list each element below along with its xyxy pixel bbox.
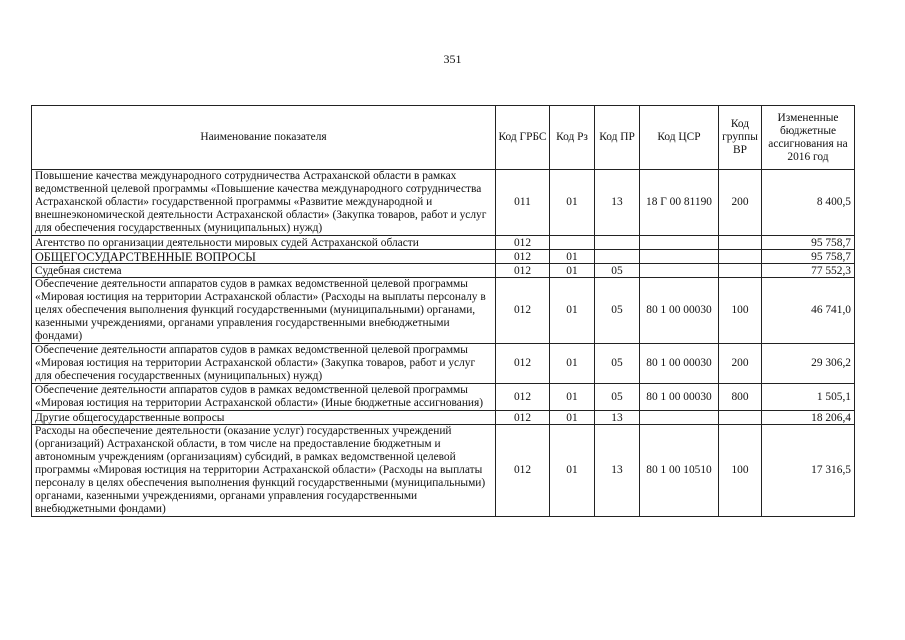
cell-rz: 01: [550, 384, 595, 411]
cell-name: Расходы на обеспечение деятельности (оказание услуг) государственных учреждений (организаций) Астраханской области, в том числе на предоставление бюджетным и автономным учреждениям (организациям) субсидий, в рамках ведомственной целевой программы «Мировая юстиция на территории Астраханской области» (Расходы на выплаты персоналу в целях обеспечения выполнения функций государственными (муниципальными) органами, казенными учреждениями, органами управления государственными внебюджетными фондами): [32, 425, 496, 517]
cell-rz: 01: [550, 278, 595, 344]
cell-vr: 200: [719, 344, 762, 384]
cell-name: Повышение качества международного сотрудничества Астраханской области в рамках ведомственной целевой программы «Повышение качества международного сотрудничества Астраханской области» государственной программы «Развитие международной и внешнеэкономической деятельности Астраханской области» (Закупка товаров, работ и услуг для обеспечения государственных (муниципальных) нужд): [32, 170, 496, 236]
page-number: 351: [443, 52, 462, 66]
table-row: [32, 278, 855, 344]
table-row: [32, 250, 855, 264]
cell-pr: 05: [595, 264, 640, 278]
header-pr: Код ПР: [595, 106, 640, 170]
cell-grbs: 012: [496, 411, 550, 425]
cell-rz: 01: [550, 411, 595, 425]
header-csr: Код ЦСР: [640, 106, 719, 170]
cell-amount: 95 758,7: [762, 250, 855, 264]
cell-grbs: 012: [496, 278, 550, 344]
cell-name: Агентство по организации деятельности мировых судей Астраханской области: [32, 236, 496, 250]
cell-amount: 8 400,5: [762, 170, 855, 236]
cell-amount: 46 741,0: [762, 278, 855, 344]
header-rz: Код Рз: [550, 106, 595, 170]
table-row: [32, 384, 855, 411]
cell-pr: 05: [595, 384, 640, 411]
cell-pr: 13: [595, 170, 640, 236]
table-row: [32, 170, 855, 236]
cell-grbs: 012: [496, 425, 550, 517]
cell-name: Обеспечение деятельности аппаратов судов в рамках ведомственной целевой программы «Мировая юстиция на территории Астраханской области» (Иные бюджетные ассигнования): [32, 384, 496, 411]
cell-grbs: 012: [496, 236, 550, 250]
cell-vr: 100: [719, 425, 762, 517]
cell-rz: 01: [550, 250, 595, 264]
cell-amount: 95 758,7: [762, 236, 855, 250]
budget-table: [31, 105, 855, 517]
cell-rz: 01: [550, 170, 595, 236]
cell-amount: 1 505,1: [762, 384, 855, 411]
cell-pr: [595, 250, 640, 264]
cell-pr: 13: [595, 411, 640, 425]
cell-pr: [595, 236, 640, 250]
cell-vr: [719, 411, 762, 425]
cell-pr: 05: [595, 344, 640, 384]
cell-pr: 05: [595, 278, 640, 344]
cell-amount: 77 552,3: [762, 264, 855, 278]
cell-csr: [640, 264, 719, 278]
cell-rz: 01: [550, 425, 595, 517]
cell-vr: 200: [719, 170, 762, 236]
cell-vr: 800: [719, 384, 762, 411]
cell-csr: 80 1 00 10510: [640, 425, 719, 517]
table-row: [32, 264, 855, 278]
cell-csr: 80 1 00 00030: [640, 278, 719, 344]
cell-name: ОБЩЕГОСУДАРСТВЕННЫЕ ВОПРОСЫ: [32, 250, 496, 264]
table-row: [32, 425, 855, 517]
cell-vr: [719, 250, 762, 264]
header-grbs: Код ГРБС: [496, 106, 550, 170]
cell-grbs: 012: [496, 250, 550, 264]
cell-csr: [640, 250, 719, 264]
cell-name: Другие общегосударственные вопросы: [32, 411, 496, 425]
cell-grbs: 012: [496, 344, 550, 384]
cell-grbs: 012: [496, 384, 550, 411]
cell-csr: 80 1 00 00030: [640, 384, 719, 411]
cell-rz: 01: [550, 344, 595, 384]
header-name: Наименование показателя: [32, 106, 496, 170]
cell-vr: [719, 264, 762, 278]
cell-grbs: 011: [496, 170, 550, 236]
cell-csr: [640, 236, 719, 250]
cell-rz: 01: [550, 264, 595, 278]
table-row: [32, 236, 855, 250]
cell-vr: 100: [719, 278, 762, 344]
cell-amount: 18 206,4: [762, 411, 855, 425]
cell-amount: 29 306,2: [762, 344, 855, 384]
cell-csr: 18 Г 00 81190: [640, 170, 719, 236]
table-row: [32, 344, 855, 384]
cell-csr: 80 1 00 00030: [640, 344, 719, 384]
cell-amount: 17 316,5: [762, 425, 855, 517]
header-vr: Код группы ВР: [719, 106, 762, 170]
cell-name: Обеспечение деятельности аппаратов судов в рамках ведомственной целевой программы «Мировая юстиция на территории Астраханской области» (Расходы на выплаты персоналу в целях обеспечения выполнения функций государственными (муниципальными) органами, казенными учреждениями, органами управления государственными внебюджетными фондами): [32, 278, 496, 344]
cell-vr: [719, 236, 762, 250]
header-amount: Измененные бюджетные ассигнования на 2016 год: [762, 106, 855, 170]
cell-name: Судебная система: [32, 264, 496, 278]
cell-name: Обеспечение деятельности аппаратов судов в рамках ведомственной целевой программы «Мировая юстиция на территории Астраханской области» (Закупка товаров, работ и услуг для обеспечения государственных (муниципальных) нужд): [32, 344, 496, 384]
table-row: [32, 411, 855, 425]
cell-csr: [640, 411, 719, 425]
table-header-row: [32, 106, 855, 170]
cell-rz: [550, 236, 595, 250]
cell-grbs: 012: [496, 264, 550, 278]
cell-pr: 13: [595, 425, 640, 517]
